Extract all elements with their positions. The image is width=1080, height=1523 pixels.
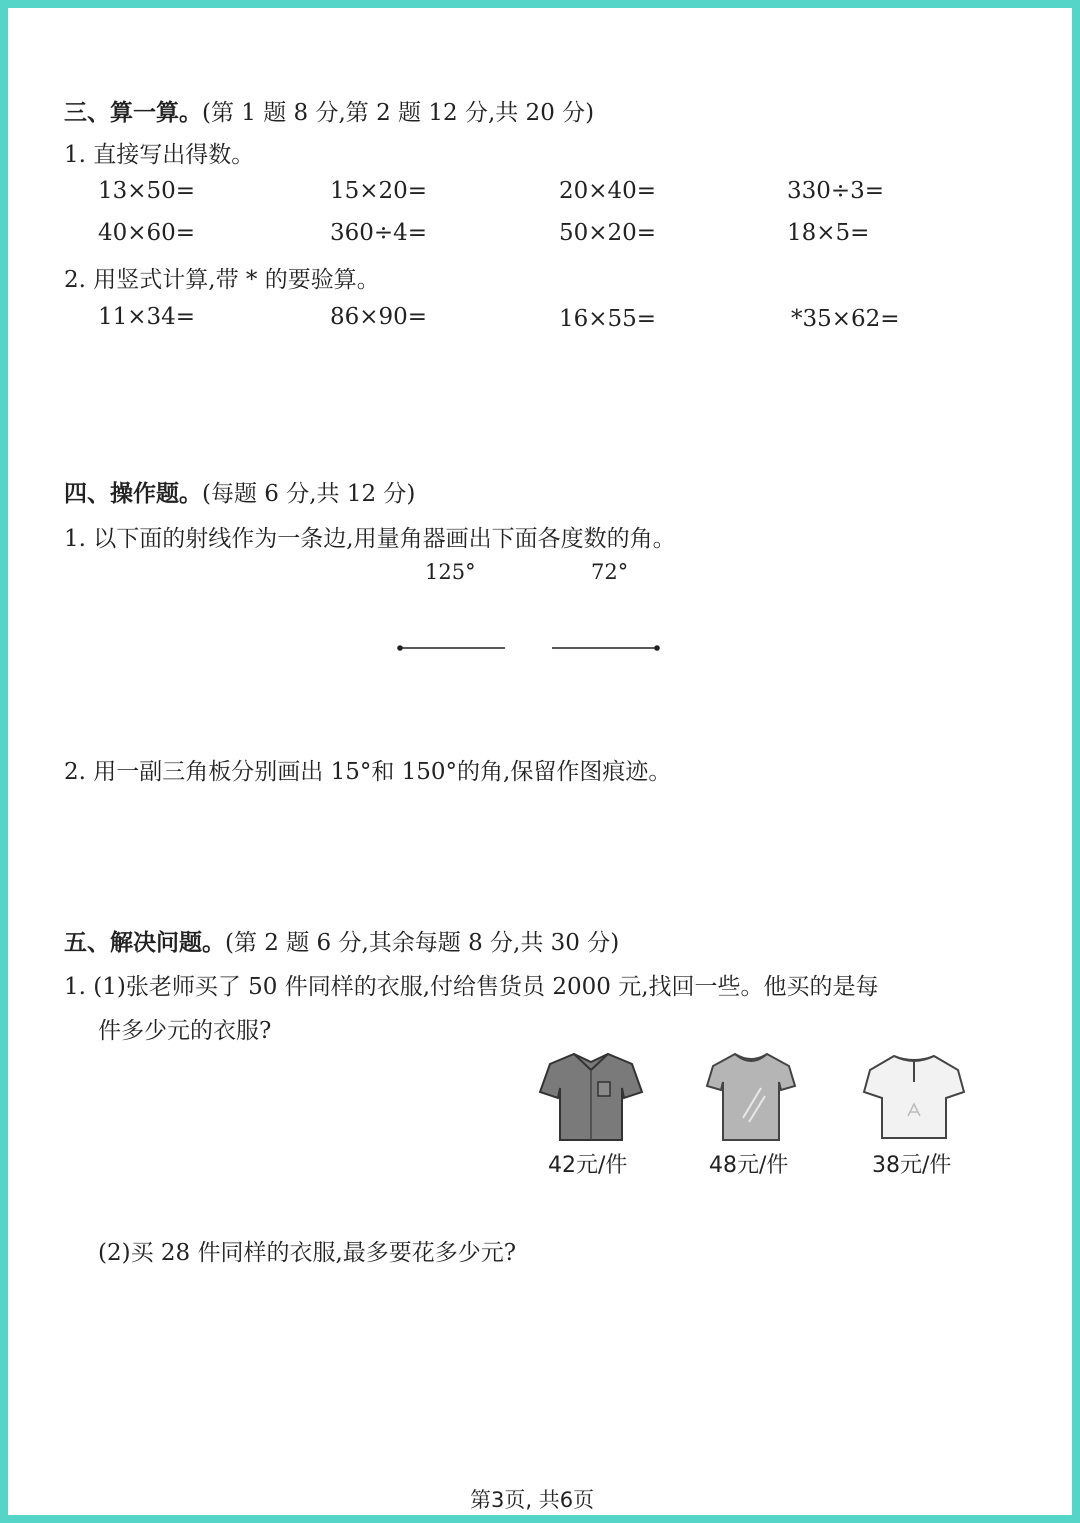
section5-points: (第 2 题 6 分,其余每题 8 分,共 30 分) xyxy=(225,930,620,956)
section4-question1: 1. 以下面的射线作为一条边,用量角器画出下面各度数的角。 xyxy=(64,526,676,552)
vertical-problem: 86×90= xyxy=(330,304,428,330)
ray-left-endpoint xyxy=(397,645,403,651)
vertical-problem: 11×34= xyxy=(98,304,196,330)
oral-problem: 13×50= xyxy=(98,178,196,204)
oral-problem: 360÷4= xyxy=(330,220,428,246)
price-label: 42元/件 xyxy=(548,1153,628,1178)
price-label: 48元/件 xyxy=(709,1153,789,1178)
section5-question1-line1: 1. (1)张老师买了 50 件同样的衣服,付给售货员 2000 元,找回一些。他买的是每 xyxy=(64,974,879,1000)
rays-figure xyxy=(8,8,1072,708)
oral-problem: 330÷3= xyxy=(787,178,885,204)
oral-problem: 50×20= xyxy=(559,220,657,246)
blouse-icon xyxy=(862,1048,966,1144)
worksheet-page xyxy=(8,8,1072,1515)
section3-question2: 2. 用竖式计算,带 * 的要验算。 xyxy=(64,267,380,293)
section5-heading xyxy=(64,924,619,957)
vertical-problem: 16×55= xyxy=(559,306,657,332)
oral-problem: 20×40= xyxy=(559,178,657,204)
angle-label-72: 72° xyxy=(591,560,629,584)
section5-title: 五、解决问题。 xyxy=(64,929,225,956)
section3-title: 三、算一算。 xyxy=(64,99,202,126)
oral-problem: 40×60= xyxy=(98,220,196,246)
section3-points: (第 1 题 8 分,第 2 题 12 分,共 20 分) xyxy=(202,100,595,126)
section4-title: 四、操作题。 xyxy=(64,480,202,507)
oral-problem: 15×20= xyxy=(330,178,428,204)
section5-question1-line2: 件多少元的衣服? xyxy=(98,1018,272,1044)
price-label: 38元/件 xyxy=(872,1153,952,1178)
section4-points: (每题 6 分,共 12 分) xyxy=(202,481,416,507)
section5-question1-part2: (2)买 28 件同样的衣服,最多要花多少元? xyxy=(98,1240,517,1266)
ray-right-endpoint xyxy=(654,645,660,651)
section3-question1: 1. 直接写出得数。 xyxy=(64,142,255,168)
vertical-problem-verify: *35×62= xyxy=(791,306,900,332)
tshirt-icon xyxy=(703,1048,799,1144)
section4-question2: 2. 用一副三角板分别画出 15°和 150°的角,保留作图痕迹。 xyxy=(64,759,672,785)
oral-problem: 18×5= xyxy=(787,220,870,246)
shirt-icon xyxy=(536,1048,646,1144)
page-number: 第3页, 共6页 xyxy=(470,1488,595,1512)
angle-label-125: 125° xyxy=(425,560,476,584)
